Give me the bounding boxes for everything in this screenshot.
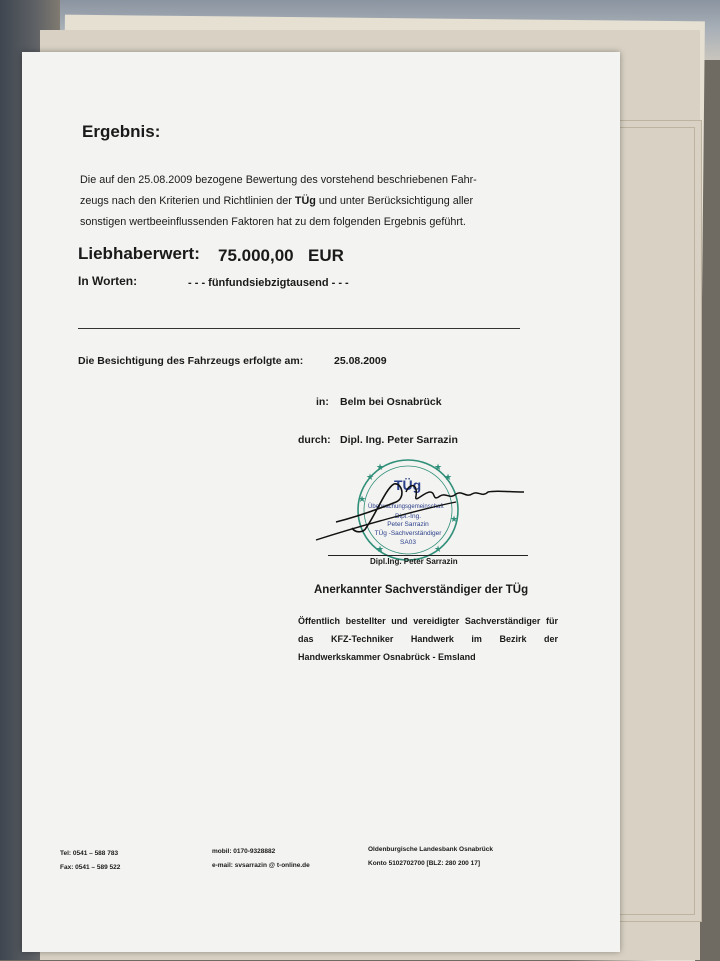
star-icon: ★ (434, 544, 443, 554)
star-icon: ★ (366, 472, 375, 482)
paragraph-line-2-end: und unter Berücksichtigung aller (315, 195, 474, 207)
stamp-line-3: TÜg -Sachverständiger (374, 530, 442, 537)
footer-bank: Oldenburgische Landesbank Osnabrück (368, 846, 493, 853)
paragraph-line-2-start: zeugs nach den Kriterien und Richtlinien der (80, 195, 295, 207)
in-words-text: - - - fünfundsiebzigtausend - - - (188, 277, 349, 289)
location-value: Belm bei Osnabrück (340, 396, 442, 408)
value-amount: 75.000,00 (218, 246, 294, 265)
footer-tel: Tel: 0541 – 588 783 (60, 850, 119, 857)
value-label: Liebhaberwert: (78, 244, 200, 263)
expert-title: Anerkannter Sachverständiger der TÜg (314, 584, 529, 596)
result-paragraph (80, 170, 540, 233)
handwritten-signature (306, 462, 526, 542)
star-icon: ★ (376, 544, 385, 554)
divider-line (78, 328, 520, 329)
star-icon: ★ (358, 494, 367, 504)
location-label: in: (316, 396, 329, 408)
signature-line (328, 555, 528, 556)
stamp-ring-text: Überwachungsgemeinschaft (368, 504, 444, 510)
paragraph-line-1: Die auf den 25.08.2009 bezogene Bewertung des vorstehend beschriebenen Fahr- (80, 174, 477, 186)
footer-account: Konto 5102702700 [BLZ: 280 200 17] (368, 860, 480, 867)
stamp-line-2: Peter Sarrazin (387, 521, 429, 528)
appointment-text: Öffentlich bestellter und vereidigter Sachverständiger für das KFZ-Techniker Handwerk im Bezirk der Handwerkskammer Osnabrück - Emsland (298, 616, 558, 662)
signature-name: Dipl.Ing. Peter Sarrazin (370, 557, 458, 566)
stamp-line-4: SA03 (400, 539, 416, 546)
inspection-label: Die Besichtigung des Fahrzeugs erfolgte am: (78, 355, 304, 367)
signature-flourish (406, 486, 524, 499)
footer-email: e-mail: svsarrazin @ t-online.de (212, 862, 310, 869)
star-icon: ★ (376, 462, 385, 472)
result-heading: Ergebnis: (82, 122, 161, 141)
paragraph-line-3: sonstigen wertbeeinflussenden Faktoren hat zu dem folgenden Ergebnis geführt. (80, 216, 466, 228)
inspector-value: Dipl. Ing. Peter Sarrazin (340, 434, 458, 446)
footer-mobile: mobil: 0170-9328882 (212, 848, 276, 855)
star-icon: ★ (450, 514, 459, 524)
star-icon: ★ (444, 472, 453, 482)
tug-abbreviation: TÜg (294, 195, 316, 207)
inspector-label: durch: (298, 434, 331, 446)
in-words-label: In Worten: (78, 274, 138, 288)
value-currency: EUR (308, 246, 344, 265)
inspection-date: 25.08.2009 (334, 355, 387, 367)
footer-fax: Fax: 0541 – 589 522 (60, 864, 121, 871)
paragraph-line-2 (80, 191, 540, 212)
star-icon: ★ (434, 462, 443, 472)
stamp-line-1: Dipl.-Ing. (394, 513, 422, 520)
document-page (22, 52, 620, 952)
stamp-logo: TÜg (394, 477, 422, 493)
